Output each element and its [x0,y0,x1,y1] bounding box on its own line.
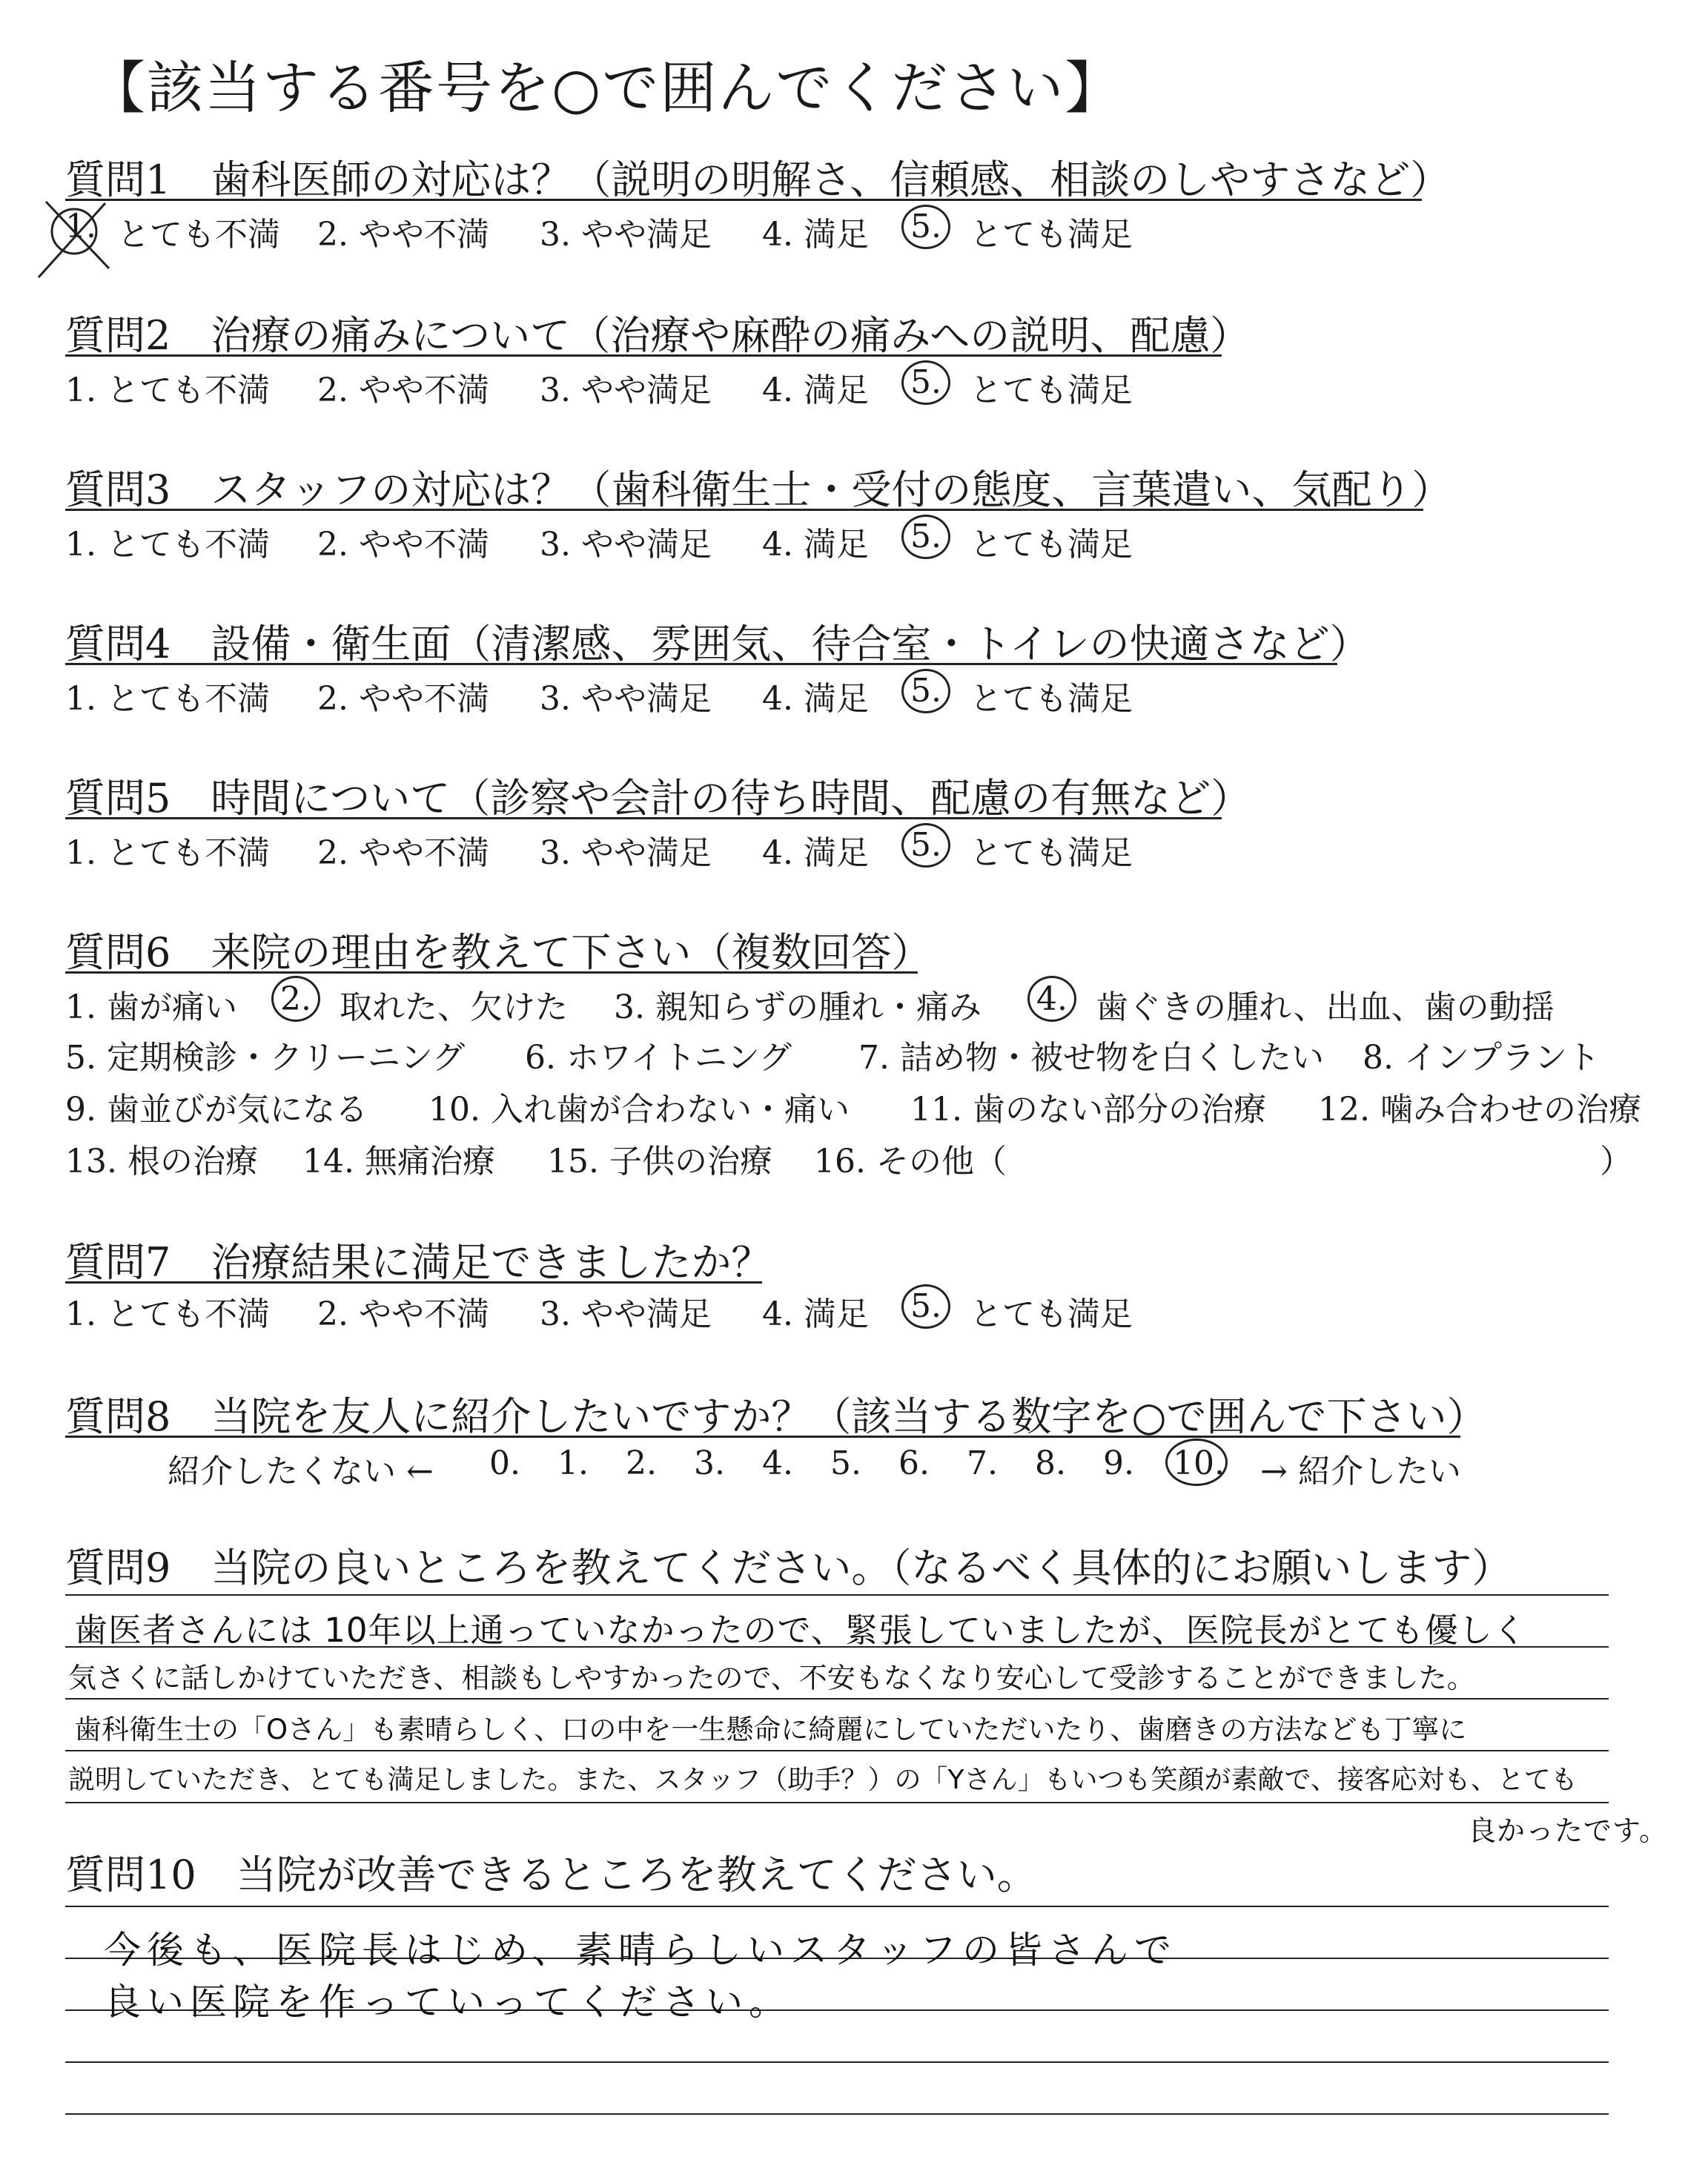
q5-title: 質問5 時間について（診察や会計の待ち時間、配慮の有無など） [65,775,1251,822]
q2-option-3[interactable]: 3. やや満足 [540,371,712,409]
q3-title: 質問3 スタッフの対応は？（歯科衛生士・受付の態度、言葉遣い、気配り） [65,466,1452,513]
q6-option-10[interactable]: 10. 入れ歯が合わない・痛い [428,1091,850,1129]
q8-title: 質問8 当院を友人に紹介したいですか？（該当する数字を○で囲んで下さい） [65,1393,1487,1440]
q6-option-12[interactable]: 12. 噛み合わせの治療 [1318,1091,1641,1129]
q7-option-5-text: とても満足 [970,1295,1133,1333]
q8-option-6[interactable]: 6. [898,1444,930,1482]
q1-option-1[interactable]: 1. [65,208,96,245]
q4-option-3[interactable]: 3. やや満足 [540,680,712,718]
q3-option-5[interactable]: 5. [910,518,941,555]
q7-option-2[interactable]: 2. やや不満 [317,1295,489,1333]
q7-underline [65,1281,762,1284]
q7-option-4[interactable]: 4. 満足 [762,1295,869,1333]
q10-answer-line-5 [65,2113,1609,2115]
q9-answer-line-4 [65,1750,1609,1751]
q8-option-3[interactable]: 3. [694,1444,725,1482]
q10-answer-text-1: 今後も、医院長はじめ、素晴らしいスタッフの皆さんで [104,1929,1177,1972]
q5-option-5[interactable]: 5. [910,826,941,864]
q2-selected-circle [901,360,950,405]
q8-option-1[interactable]: 1. [557,1444,589,1482]
q8-selected-circle [1165,1439,1228,1486]
q6-option-5[interactable]: 5. 定期検診・クリーニング [65,1039,466,1077]
q4-title: 質問4 設備・衛生面（清潔感、雰囲気、待合室・トイレの快適さなど） [65,621,1370,667]
q9-answer-line-5 [65,1802,1609,1803]
q1-option-1-text: とても不満 [117,216,280,254]
q6-selected-circle-4 [1027,976,1076,1022]
q9-answer-text-4: 説明していただき、とても満足しました。また、スタッフ（助手？）の「Yさん」もいつも笑顔が素敵で、接客応対も、とても [68,1765,1578,1795]
q8-right-label: → 紹介したい [1260,1453,1461,1490]
q9-answer-text-2: 気さくに話しかけていただき、相談もしやすかったので、不安もなくなり安心して受診することができました。 [68,1662,1475,1694]
q2-title: 質問2 治療の痛みについて（治療や麻酔の痛みへの説明、配慮） [65,312,1251,359]
q4-selected-circle [901,669,950,713]
q1-option-4[interactable]: 4. 満足 [762,216,869,254]
q9-answer-line-3 [65,1698,1609,1700]
q1-selected-circle [901,205,950,249]
q8-left-label: 紹介したくない ← [168,1453,434,1490]
q2-option-2[interactable]: 2. やや不満 [317,371,489,409]
q9-title: 質問9 当院の良いところを教えてください。（なるべく具体的にお願いします） [65,1545,1512,1591]
q5-option-3[interactable]: 3. やや満足 [540,834,712,872]
q9-answer-text-1: 歯医者さんには 10年以上通っていなかったので、緊張していましたが、医院長がとても優しく [74,1611,1527,1650]
q1-option-5[interactable]: 5. [910,208,941,245]
q4-underline [65,663,1337,665]
q1-title: 質問1 歯科医師の対応は？（説明の明解さ、信頼感、相談のしやすさなど） [65,156,1451,203]
q7-option-5[interactable]: 5. [910,1287,941,1325]
q8-option-8[interactable]: 8. [1035,1444,1066,1482]
q5-option-4[interactable]: 4. 満足 [762,834,869,872]
q7-option-3[interactable]: 3. やや満足 [540,1295,712,1333]
q6-option-7[interactable]: 7. 詰め物・被せ物を白くしたい [858,1039,1324,1077]
q8-option-9[interactable]: 9. [1103,1444,1134,1482]
q3-option-5-text: とても満足 [970,526,1133,564]
q8-underline [65,1436,1460,1438]
q6-underline [65,971,918,974]
q4-option-1[interactable]: 1. とても不満 [65,680,270,718]
q10-title: 質問10 当院が改善できるところを教えてください。 [65,1852,1037,1898]
q6-option-1[interactable]: 1. 歯が痛い [65,988,237,1026]
q1-option-5-text: とても満足 [970,216,1133,254]
q3-option-1[interactable]: 1. とても不満 [65,526,270,564]
q6-option-9[interactable]: 9. 歯並びが気になる [65,1091,368,1129]
q4-option-2[interactable]: 2. やや不満 [317,680,489,718]
q1-underline [65,199,1422,201]
form-header: 【該当する番号を○で囲んでください】 [89,55,1123,121]
q2-option-5-text: とても満足 [970,371,1133,409]
q8-option-7[interactable]: 7. [967,1444,998,1482]
q10-answer-line-1 [65,1906,1609,1907]
q7-selected-circle [901,1284,950,1329]
q3-option-2[interactable]: 2. やや不満 [317,526,489,564]
q6-option-2-text: 取れた、欠けた [340,988,568,1026]
q3-selected-circle [901,515,950,559]
q5-underline [65,817,1222,819]
q6-selected-circle-2 [271,976,320,1022]
q6-option-16-close: ） [1600,1143,1632,1180]
q3-underline [65,509,1423,511]
q7-title: 質問7 治療結果に満足できましたか？ [65,1239,772,1286]
q6-title: 質問6 来院の理由を教えて下さい（複数回答） [65,929,932,976]
q5-option-1[interactable]: 1. とても不満 [65,834,270,872]
q5-option-5-text: とても満足 [970,834,1133,872]
q7-option-1[interactable]: 1. とても不満 [65,1295,270,1333]
q2-option-4[interactable]: 4. 満足 [762,371,869,409]
q1-option-3[interactable]: 3. やや満足 [540,216,712,254]
q9-answer-text-3: 歯科衛生士の「Oさん」も素晴らしく、口の中を一生懸命に綺麗にしていただいたり、歯磨きの方法なども丁寧に [74,1714,1467,1745]
q6-option-14[interactable]: 14. 無痛治療 [302,1143,495,1180]
q1-option-2[interactable]: 2. やや不満 [317,216,489,254]
q3-option-4[interactable]: 4. 満足 [762,526,869,564]
q6-option-11[interactable]: 11. 歯のない部分の治療 [910,1091,1266,1129]
q10-answer-line-4 [65,2061,1609,2063]
q6-option-13[interactable]: 13. 根の治療 [65,1143,258,1180]
q8-option-4[interactable]: 4. [762,1444,793,1482]
q6-option-3[interactable]: 3. 親知らずの腫れ・痛み [614,988,982,1026]
q9-answer-line-1 [65,1594,1609,1596]
q6-option-15[interactable]: 15. 子供の治療 [547,1143,772,1180]
q10-answer-text-2: 良い医院を作っていってください。 [104,1981,792,2024]
q8-option-5[interactable]: 5. [830,1444,861,1482]
q9-answer-text-5: 良かったです。 [1468,1814,1668,1847]
q6-option-2[interactable]: 2. [280,980,311,1018]
q6-option-4[interactable]: 4. [1036,980,1068,1018]
q3-option-3[interactable]: 3. やや満足 [540,526,712,564]
q8-option-10[interactable]: 10. [1173,1444,1225,1482]
q4-option-5[interactable]: 5. [910,672,941,710]
q4-option-5-text: とても満足 [970,680,1133,718]
q8-option-2[interactable]: 2. [626,1444,657,1482]
q5-option-2[interactable]: 2. やや不満 [317,834,489,872]
q6-option-6[interactable]: 6. ホワイトニング [525,1039,792,1077]
q6-option-8[interactable]: 8. インプラント [1363,1039,1600,1077]
q6-option-16[interactable]: 16. その他（ [814,1143,1007,1180]
q2-underline [65,354,1222,357]
q5-selected-circle [901,823,950,868]
q8-option-0[interactable]: 0. [489,1444,520,1482]
q1-option-1-cross-mark [31,194,120,283]
q4-option-4[interactable]: 4. 満足 [762,680,869,718]
q2-option-1[interactable]: 1. とても不満 [65,371,270,409]
q2-option-5[interactable]: 5. [910,363,941,401]
q6-option-4-text: 歯ぐきの腫れ、出血、歯の動揺 [1096,988,1555,1026]
